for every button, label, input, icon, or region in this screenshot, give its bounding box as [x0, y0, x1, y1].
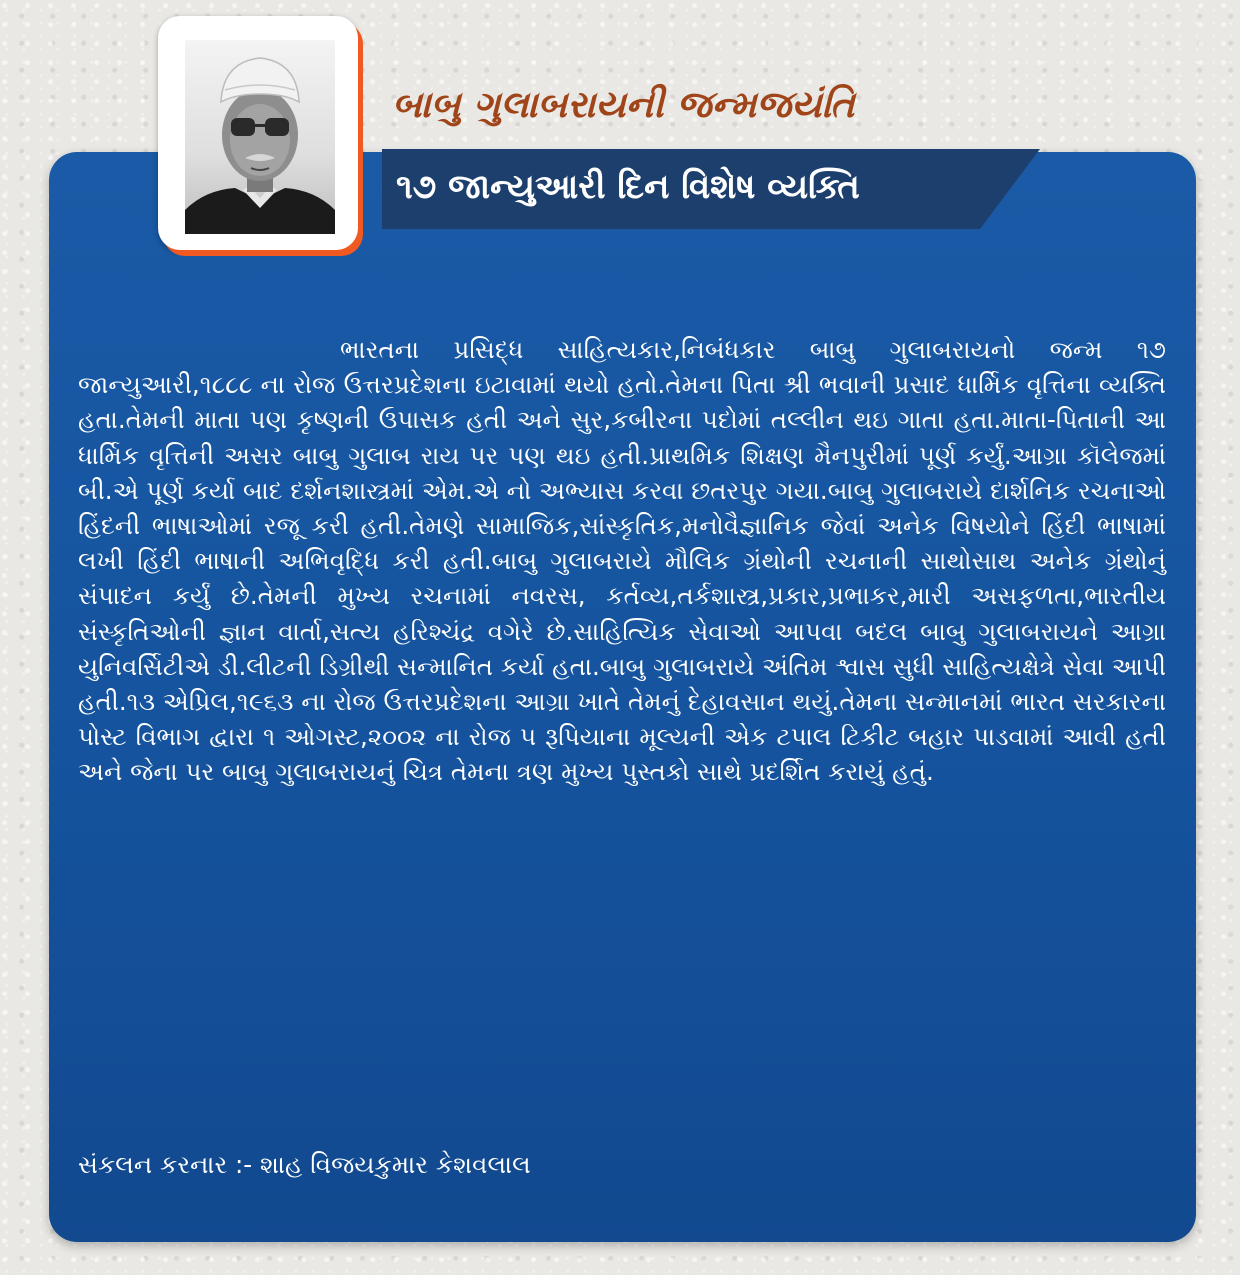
page-title: બાબુ ગુલાબરાયની જન્મજયંતિ	[392, 82, 855, 126]
banner-label: ૧૭ જાન્યુઆરી દિન વિશેષ વ્યક્તિ	[396, 167, 860, 207]
portrait-photo	[185, 40, 335, 234]
compiler-credit: સંકલન કરનાર :- શાહ વિજયકુમાર કેશવલાલ	[78, 1150, 531, 1179]
article-body	[78, 332, 1166, 790]
date-banner	[382, 149, 1040, 229]
article-text: ભારતના પ્રસિદ્ધ સાહિત્યકાર,નિબંધકાર બાબુ ગુલાબરાયનો જન્મ ૧૭ જાન્યુઆરી,૧૮૮૮ ના રોજ ઉત્તરપ્રદેશના ઇટાવામાં થયો હતો.તેમના પિતા શ્રી ભવાની પ્રસાદ ધાર્મિક વૃત્તિના વ્યક્તિ હતા.તેમની માતા પણ કૃષ્ણની ઉપાસક હતી અને સુર,કબીરના પદોમાં તલ્લીન થઇ ગાતા હતા.માતા-પિતાની આ ધાર્મિક વૃત્તિની અસર બાબુ ગુલાબ રાય પર પણ થઇ હતી.પ્રાથમિક શિક્ષણ મૈનપુરીમાં પૂર્ણ કર્યું.આગ્રા કૉલેજમાં બી.એ પૂર્ણ કર્યા બાદ દર્શનશાસ્ત્રમાં એમ.એ નો અભ્યાસ કરવા છતરપુર ગયા.બાબુ ગુલાબરાયે દાર્શનિક રચનાઓ હિંદની ભાષાઓમાં રજૂ કરી હતી.તેમણે સામાજિક,સાંસ્કૃતિક,મનોવૈજ્ઞાનિક જેવાં અનેક વિષયોને હિંદી ભાષામાં લખી હિંદી ભાષાની અભિવૃદ્ધિ કરી હતી.બાબુ ગુલાબરાયે મૌલિક ગ્રંથોની રચનાની સાથોસાથ અનેક ગ્રંથોનું સંપાદન કર્યું છે.તેમની મુખ્ય રચનામાં નવરસ, કર્તવ્ય,તર્કશાસ્ત્ર,પ્રકાર,પ્રભાકર,મારી અસફળતા,ભારતીય સંસ્કૃતિઓની જ્ઞાન વાર્તા,સત્ય હરિશ્ચંદ્ર વગેરે છે.સાહિત્યિક સેવાઓ આપવા બદલ બાબુ ગુલાબરાયને આગ્રા યુનિવર્સિટીએ ડી.લીટની ડિગ્રીથી સન્માનિત કર્યા હતા.બાબુ ગુલાબરાયે અંતિમ શ્વાસ સુધી સાહિત્યક્ષેત્રે સેવા આપી હતી.૧૩ એપ્રિલ,૧૯૬૩ ના રોજ ઉત્તરપ્રદેશના આગ્રા ખાતે તેમનું દેહાવસાન થયું.તેમના સન્માનમાં ભારત સરકારના પોસ્ટ વિભાગ દ્વારા ૧ ઓગસ્ટ,૨૦૦૨ ના રોજ ૫ રૂપિયાના મૂલ્યની એક ટપાલ ટિકીટ બહાર પાડવામાં આવી હતી અને જેના પર બાબુ ગુલાબરાયનું ચિત્ર તેમના ત્રણ મુખ્ય પુસ્તકો સાથે પ્રદર્શિત કરાયું હતું.	[78, 335, 1166, 787]
portrait-frame	[158, 16, 358, 250]
